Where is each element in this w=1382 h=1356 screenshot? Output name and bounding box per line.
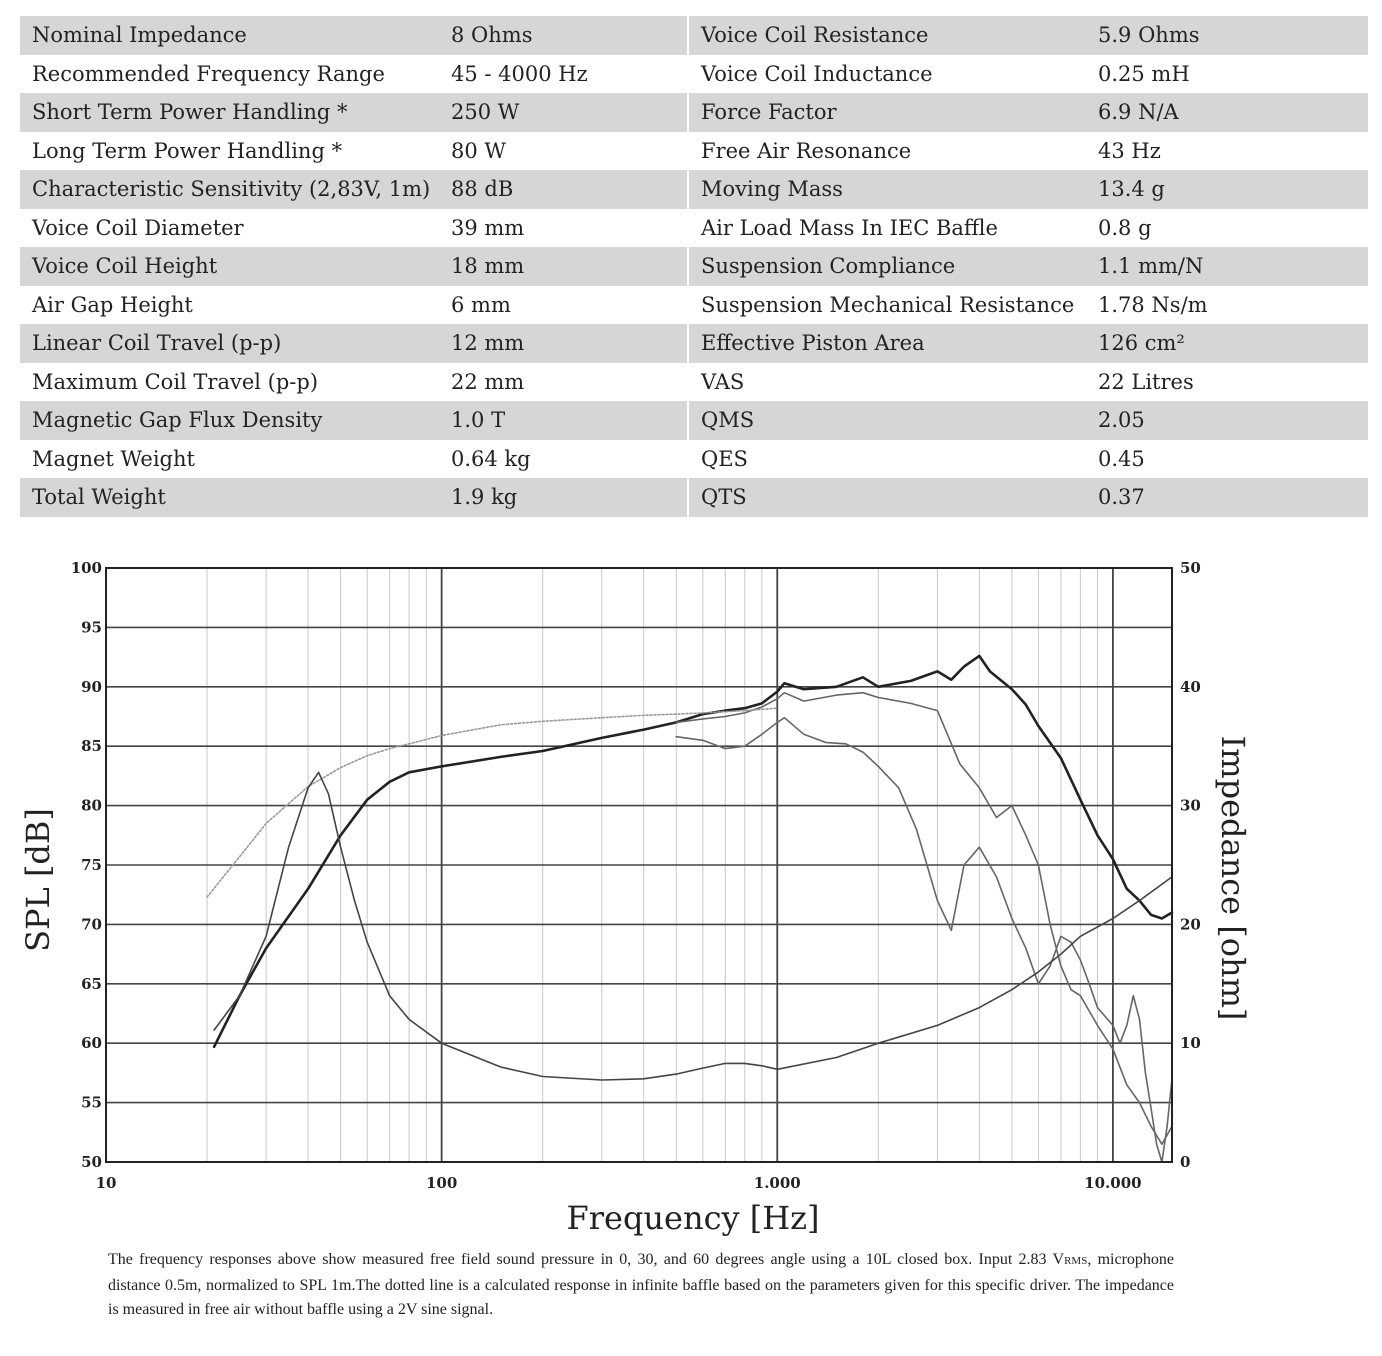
spec-row [20, 363, 1368, 402]
spec-value: 2.05 [1086, 401, 1368, 440]
spec-row [20, 286, 1368, 325]
spec-value: 13.4 g [1086, 170, 1368, 209]
spec-label: Linear Coil Travel (p-p) [20, 324, 439, 363]
y-axis-label: SPL [dB] [19, 808, 57, 952]
series-line-impedance [214, 772, 1172, 1080]
specifications-body [20, 16, 1368, 517]
spec-value: 88 dB [439, 170, 688, 209]
spec-value: 18 mm [439, 247, 688, 286]
spec-row [20, 132, 1368, 171]
spec-label: Effective Piston Area [688, 324, 1086, 363]
y-tick-label: 80 [81, 796, 102, 815]
spec-value: 43 Hz [1098, 138, 1161, 163]
spec-label: Suspension Mechanical Resistance [688, 286, 1086, 325]
y2-tick-label: 50 [1180, 559, 1201, 577]
spec-row [20, 440, 1368, 479]
y2-tick-label: 20 [1180, 915, 1201, 934]
spec-label: Suspension Compliance [688, 247, 1086, 286]
y2-tick-label: 0 [1180, 1153, 1191, 1171]
spec-label: QMS [688, 401, 1086, 440]
y-tick-label: 60 [81, 1034, 102, 1053]
spec-value: 5.9 Ohms [1086, 16, 1368, 55]
y-tick-label: 55 [81, 1093, 102, 1112]
spec-value: 45 - 4000 Hz [451, 61, 588, 86]
spec-label: Magnet Weight [32, 446, 195, 471]
spec-row [20, 247, 1368, 286]
y-tick-label: 95 [81, 618, 102, 637]
tick-labels [71, 559, 1201, 1192]
spec-label: Air Gap Height [32, 292, 193, 317]
caption-vrms-subscript: RMS [1064, 1255, 1088, 1267]
spec-label: Voice Coil Diameter [32, 215, 244, 240]
spec-value: 22 Litres [1098, 369, 1194, 394]
y-tick-label: 50 [81, 1153, 102, 1171]
y-tick-label: 75 [81, 856, 102, 874]
spec-row [20, 93, 1368, 132]
spec-label: QTS [688, 478, 1086, 517]
spec-label: VAS [688, 363, 1086, 402]
spec-label: Voice Coil Height [20, 247, 439, 286]
spec-value: 250 W [439, 93, 688, 132]
spec-value: 8 Ohms [439, 16, 688, 55]
spec-label: Recommended Frequency Range [32, 61, 385, 86]
y2-axis-label: Impedance [ohm] [1214, 735, 1252, 1021]
spec-value: 0.37 [1086, 478, 1368, 517]
spec-row [20, 16, 1368, 55]
series-line-spl-calculated [207, 708, 777, 897]
spec-label: Voice Coil Inductance [688, 55, 1086, 94]
spec-value: 1.78 Ns/m [1098, 292, 1208, 317]
spec-row [20, 209, 1368, 248]
spec-value: 0.25 mH [1098, 61, 1190, 86]
spec-label: Maximum Coil Travel (p-p) [32, 369, 319, 394]
y-tick-label: 85 [81, 737, 102, 756]
spec-value: 0.64 kg [451, 446, 531, 471]
caption-text-part1: The frequency responses above show measured free field sound pressure in 0, 30, and 60 degrees angle using a 10L closed box. Input 2.83 V [108, 1251, 1065, 1268]
spec-label: Air Load Mass In IEC Baffle [688, 209, 1086, 248]
spec-label: Free Air Resonance [688, 132, 1086, 171]
spec-row [20, 401, 1368, 440]
spec-value: 6.9 N/A [1086, 93, 1368, 132]
x-axis-label: Frequency [Hz] [566, 1199, 820, 1237]
x-tick-label: 10.000 [1084, 1174, 1142, 1192]
spec-label: Short Term Power Handling * [20, 93, 439, 132]
x-tick-label: 1.000 [753, 1174, 801, 1192]
spec-value: 126 cm² [1086, 324, 1368, 363]
specifications-table [20, 16, 1368, 517]
spec-value: 1.0 T [439, 401, 688, 440]
spec-value: 0.45 [1098, 446, 1145, 471]
x-tick-label: 100 [425, 1174, 458, 1192]
chart-caption [108, 1248, 1174, 1323]
y-tick-label: 100 [70, 559, 102, 577]
y-tick-label: 65 [81, 974, 102, 993]
spec-label: Long Term Power Handling * [32, 138, 343, 163]
spec-value: 1.9 kg [439, 478, 688, 517]
y-tick-label: 90 [81, 677, 102, 696]
spec-row [20, 55, 1368, 94]
spec-label: Moving Mass [688, 170, 1086, 209]
spec-label: Force Factor [688, 93, 1086, 132]
y-tick-label: 70 [81, 915, 102, 934]
spec-value: 80 W [451, 138, 506, 163]
spec-label: Magnetic Gap Flux Density [20, 401, 439, 440]
spec-row [20, 478, 1368, 517]
x-tick-label: 10 [95, 1174, 117, 1192]
caption-text-part2: , microphone distance 0.5m, normalized to SPL 1m.The dotted line is a calculated response in infinite baffle based on the parameters given for this specific driver. The impedance is measured in free air without baffle using a 2V sine signal. [108, 1251, 1175, 1318]
chart-curves [207, 656, 1172, 1162]
spec-value: 1.1 mm/N [1086, 247, 1368, 286]
spec-label: QES [688, 440, 1086, 479]
spec-value: 12 mm [439, 324, 688, 363]
frequency-response-chart [0, 540, 1382, 1240]
spec-label: Total Weight [20, 478, 439, 517]
spec-label: Nominal Impedance [20, 16, 439, 55]
spec-label: Characteristic Sensitivity (2,83V, 1m) [20, 170, 439, 209]
y2-tick-label: 40 [1180, 677, 1201, 696]
series-line-spl-0deg [214, 656, 1172, 1047]
spec-value: 0.8 g [1098, 215, 1152, 240]
spec-row [20, 170, 1368, 209]
spec-label: Voice Coil Resistance [688, 16, 1086, 55]
spec-value: 6 mm [451, 292, 511, 317]
spec-row [20, 324, 1368, 363]
y2-tick-label: 30 [1180, 796, 1201, 815]
spec-value: 22 mm [451, 369, 525, 394]
spec-value: 39 mm [451, 215, 525, 240]
y2-tick-label: 10 [1180, 1034, 1201, 1053]
